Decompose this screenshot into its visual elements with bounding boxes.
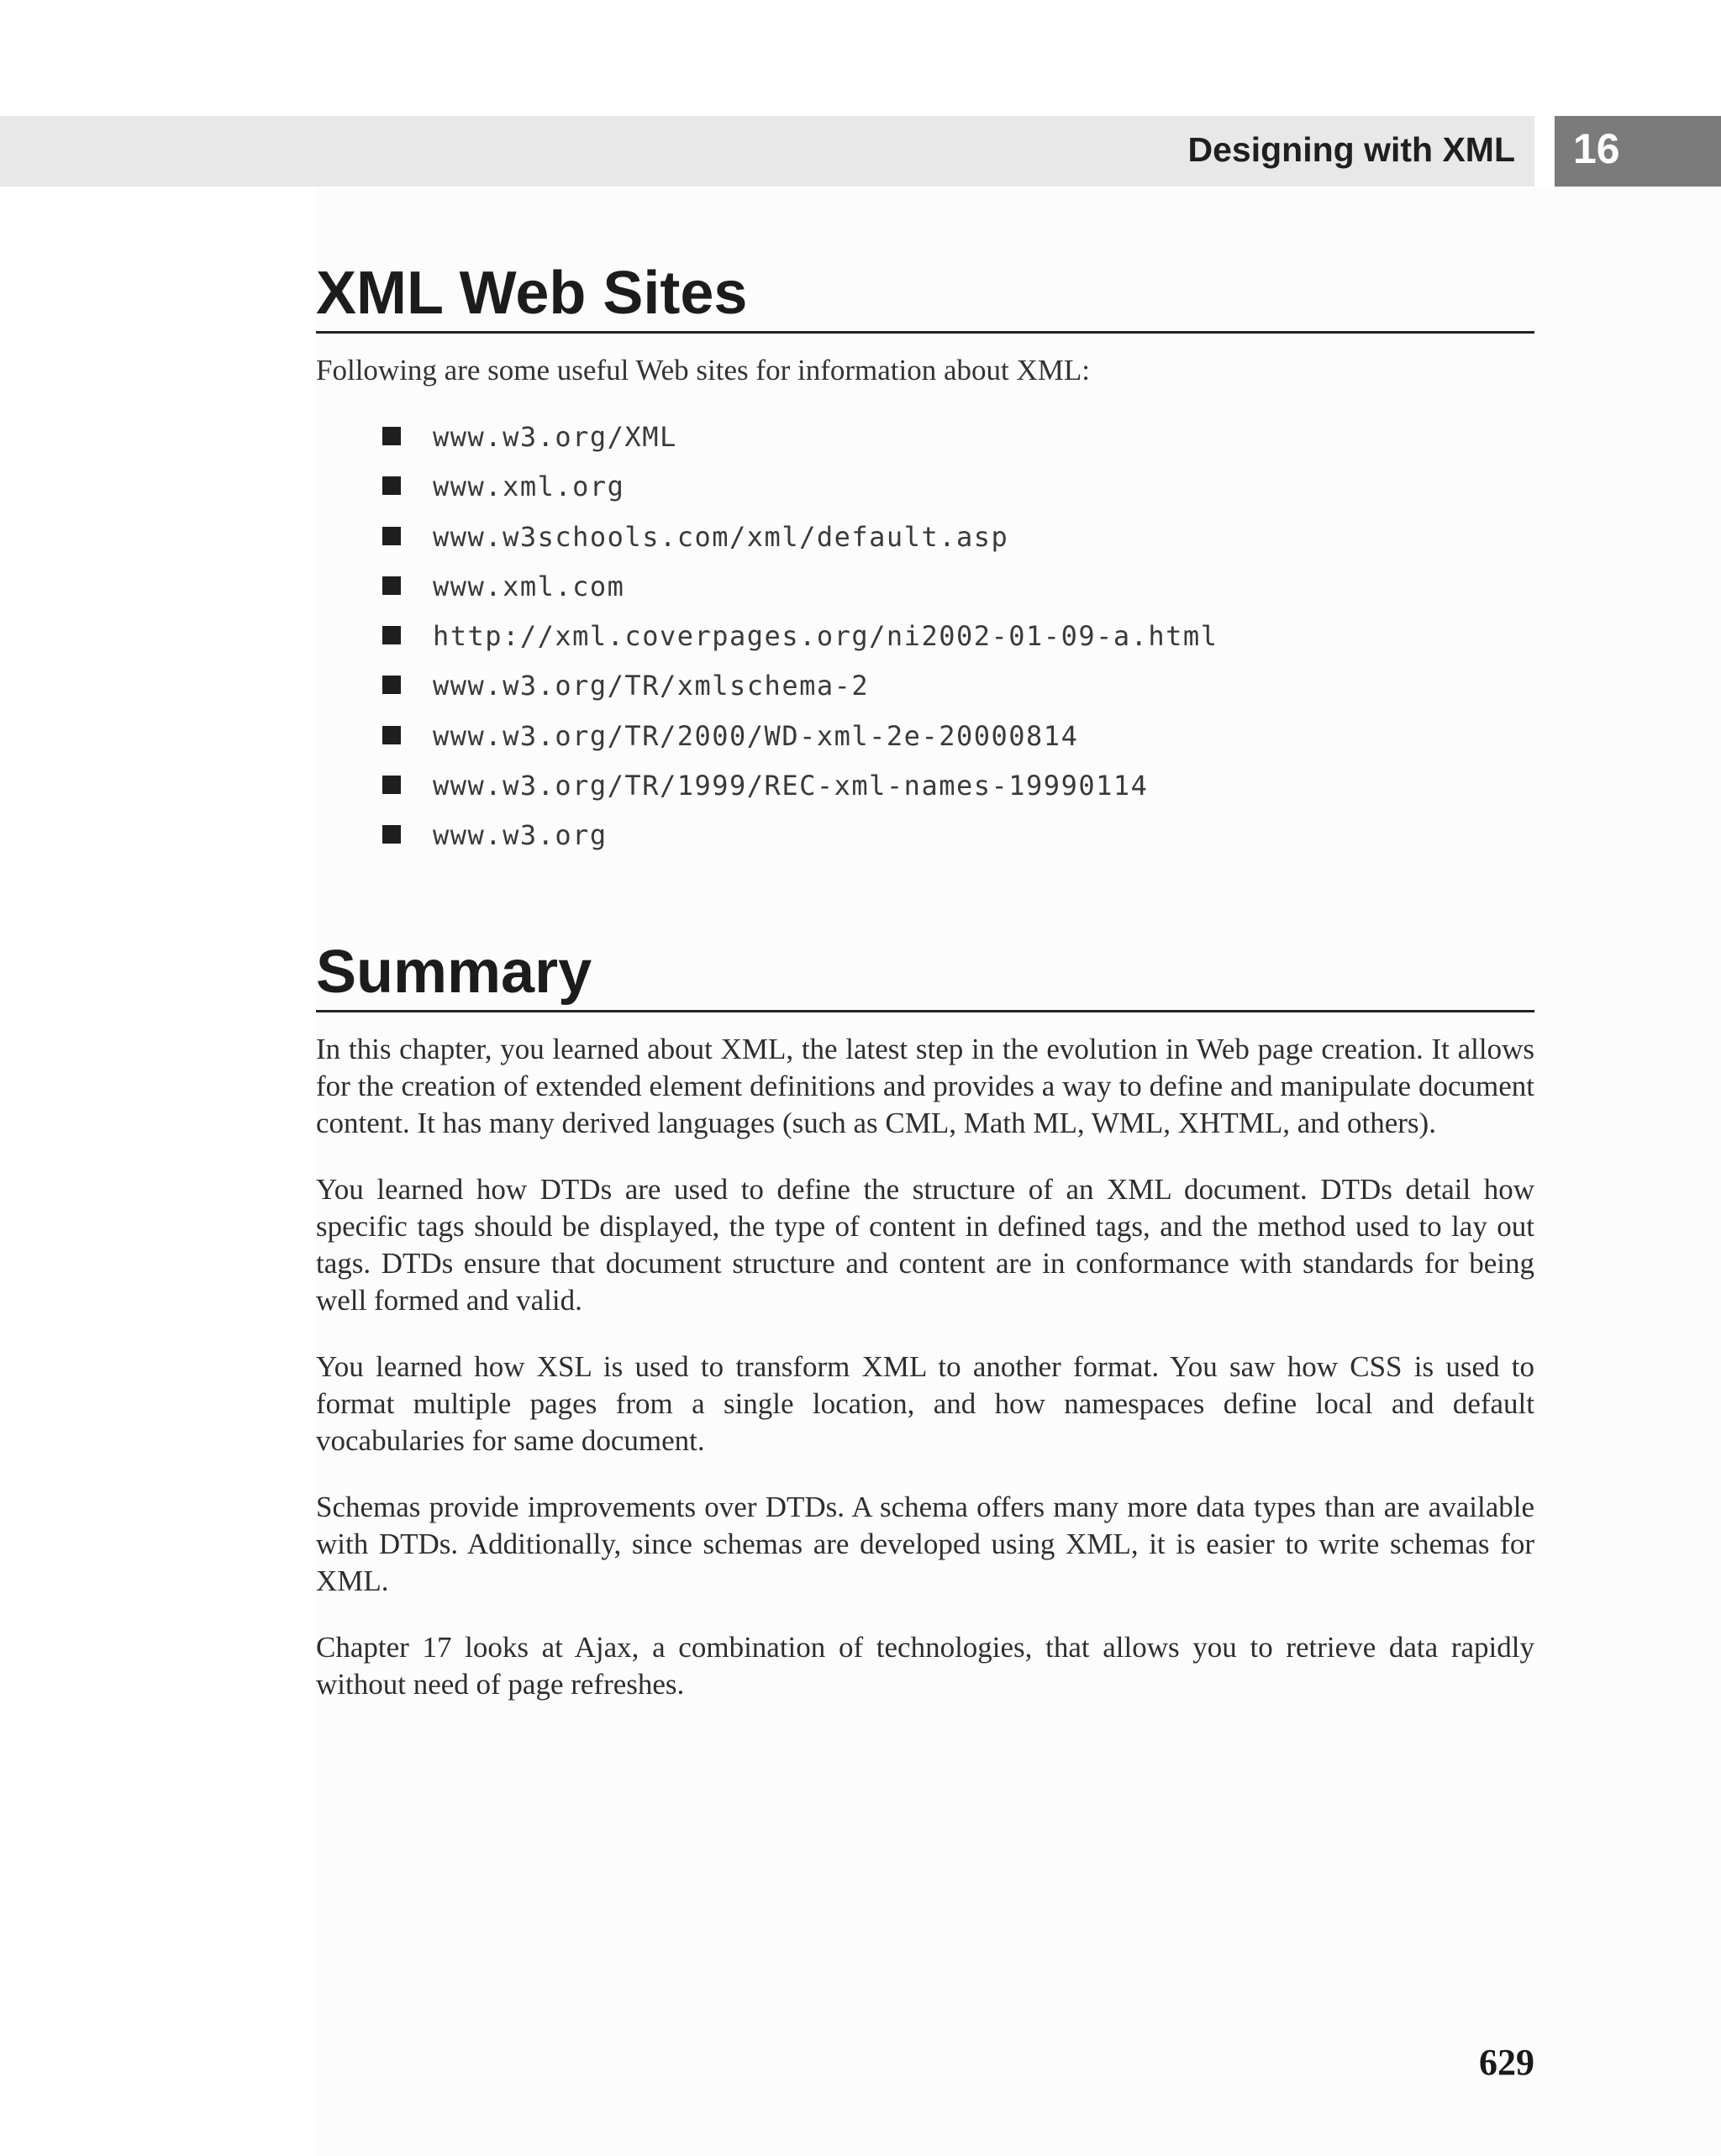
list-item: [316, 712, 1534, 761]
link-url: www.w3.org/TR/1999/REC-xml-names-19990114: [433, 770, 1149, 802]
bullet-square-icon: [382, 676, 401, 694]
bullet-square-icon: [382, 776, 401, 794]
chapter-tab: [1555, 116, 1721, 187]
link-url: www.w3.org: [433, 819, 608, 852]
web-sites-intro: Following are some useful Web sites for information about XML:: [316, 354, 1090, 387]
bullet-square-icon: [382, 527, 401, 545]
section-heading-summary: Summary: [316, 938, 1534, 1012]
list-item: [316, 661, 1534, 711]
web-sites-section: [316, 259, 1534, 861]
bullet-square-icon: [382, 726, 401, 744]
list-item: [316, 513, 1534, 562]
list-item: [316, 413, 1534, 462]
link-url: www.w3schools.com/xml/default.asp: [433, 520, 1009, 553]
summary-paragraph: You learned how DTDs are used to define the structure of an XML document. DTDs detail how specific tags should be displayed, the type of content in defined tags, and the method used to lay out tags. DTDs ensure that document structure and content are in conformance with standards for being well formed and valid.: [316, 1173, 1534, 1317]
link-url: www.xml.com: [433, 570, 625, 602]
link-url: www.w3.org/TR/2000/WD-xml-2e-20000814: [433, 719, 1079, 752]
bullet-square-icon: [382, 576, 401, 595]
list-item: [316, 562, 1534, 612]
list-item: [316, 761, 1534, 811]
link-url: www.w3.org/XML: [433, 421, 677, 453]
section-heading-web-sites: XML Web Sites: [316, 259, 1534, 334]
list-item: [316, 612, 1534, 661]
list-item: [316, 462, 1534, 512]
summary-paragraph: In this chapter, you learned about XML, the latest step in the evolution in Web page creation. It allows for the creation of extended element definitions and provides a way to define and manipulate document content. It has many derived languages (such as CML, Math ML, WML, XHTML, and others).: [316, 1033, 1534, 1139]
summary-body: [316, 1031, 1534, 1703]
chapter-number: 16: [1573, 125, 1620, 172]
list-item: [316, 811, 1534, 860]
bullet-square-icon: [382, 476, 401, 495]
bullet-square-icon: [382, 626, 401, 644]
bullet-square-icon: [382, 825, 401, 844]
page-number: 629: [1479, 2042, 1534, 2083]
link-url: http://xml.coverpages.org/ni2002-01-09-a.html: [433, 620, 1218, 653]
summary-paragraph: You learned how XSL is used to transform XML to another format. You saw how CSS is used to format multiple pages from a single location, and how namespaces define local and default vocabularies for same document.: [316, 1350, 1534, 1457]
web-sites-list: [316, 413, 1534, 861]
summary-section: [316, 938, 1534, 1703]
bullet-square-icon: [382, 427, 401, 445]
summary-paragraph: Chapter 17 looks at Ajax, a combination of technologies, that allows you to retrieve data rapidly without need of page refreshes.: [316, 1631, 1534, 1701]
link-url: www.xml.org: [433, 471, 625, 503]
running-title: Designing with XML: [1187, 130, 1515, 169]
summary-paragraph: Schemas provide improvements over DTDs. A schema offers many more data types than are available with DTDs. Additionally, since schemas are developed using XML, it is easier to write schemas for XML.: [316, 1491, 1534, 1597]
link-url: www.w3.org/TR/xmlschema-2: [433, 670, 870, 702]
